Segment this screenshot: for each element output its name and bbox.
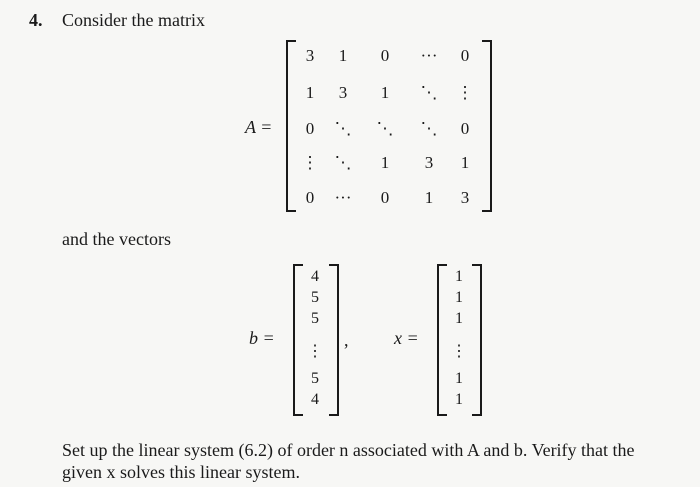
matrix-a-cell: ··· — [420, 46, 438, 65]
problem-intro: Consider the matrix — [62, 10, 205, 30]
matrix-a-cell: 0 — [380, 46, 390, 65]
vector-x-left-bracket — [437, 264, 447, 416]
matrix-a-cell: 3 — [338, 83, 348, 102]
vector-x-entry: 1 — [455, 268, 463, 285]
vectors-intro: and the vectors — [62, 229, 171, 249]
matrix-a-cell: 1 — [380, 153, 390, 172]
matrix-a-cell: ⋱ — [420, 119, 438, 138]
vector-b-right-bracket — [329, 264, 339, 416]
matrix-a-cell: 1 — [338, 46, 348, 65]
matrix-a-cell: ⋮ — [456, 83, 474, 102]
matrix-a-cell: ⋱ — [376, 119, 394, 138]
vector-b-label: b = — [249, 328, 275, 348]
matrix-a-label: A = — [245, 117, 273, 137]
vector-b-entry: 4 — [311, 391, 319, 408]
matrix-a-cell: 3 — [424, 153, 434, 172]
vector-b-left-bracket — [293, 264, 303, 416]
matrix-a-cell: 0 — [460, 46, 470, 65]
vector-x-right-bracket — [472, 264, 482, 416]
matrix-a-cell: 1 — [460, 153, 470, 172]
matrix-a-left-bracket — [286, 40, 296, 212]
vector-b-entry: 5 — [311, 370, 319, 387]
matrix-a-cell: 1 — [424, 188, 434, 207]
matrix-a-cell: 0 — [305, 119, 315, 138]
matrix-a-cell: 3 — [460, 188, 470, 207]
matrix-a-cell: 0 — [460, 119, 470, 138]
matrix-a-cell: ⋱ — [334, 119, 352, 138]
matrix-a-cell: 1 — [305, 83, 315, 102]
matrix-a-cell: 3 — [305, 46, 315, 65]
vector-x-entry: 1 — [455, 310, 463, 327]
vector-b-entry: 5 — [311, 310, 319, 327]
matrix-a-cell: 0 — [380, 188, 390, 207]
matrix-a-cell: ··· — [334, 188, 352, 207]
vector-x-entry: 1 — [455, 370, 463, 387]
closing-text-line-1: Set up the linear system (6.2) of order n associated with A and b. Verify that the — [62, 440, 635, 460]
matrix-a-cell: 0 — [305, 188, 315, 207]
vector-x-entry: ⋮ — [451, 343, 467, 360]
vector-b-entry: 5 — [311, 289, 319, 306]
vector-separator: , — [344, 330, 349, 350]
vector-b-entry: 4 — [311, 268, 319, 285]
problem-number: 4. — [29, 10, 43, 30]
matrix-a-cell: ⋱ — [334, 153, 352, 172]
vector-b-entry: ⋮ — [307, 343, 323, 360]
matrix-a-cell: ⋱ — [420, 83, 438, 102]
vector-x-label: x = — [394, 328, 419, 348]
vector-x-entry: 1 — [455, 391, 463, 408]
matrix-a-cell: ⋮ — [301, 153, 319, 172]
matrix-a-cell: 1 — [380, 83, 390, 102]
vector-x-entry: 1 — [455, 289, 463, 306]
matrix-a-right-bracket — [482, 40, 492, 212]
closing-text-line-2: given x solves this linear system. — [62, 462, 300, 482]
